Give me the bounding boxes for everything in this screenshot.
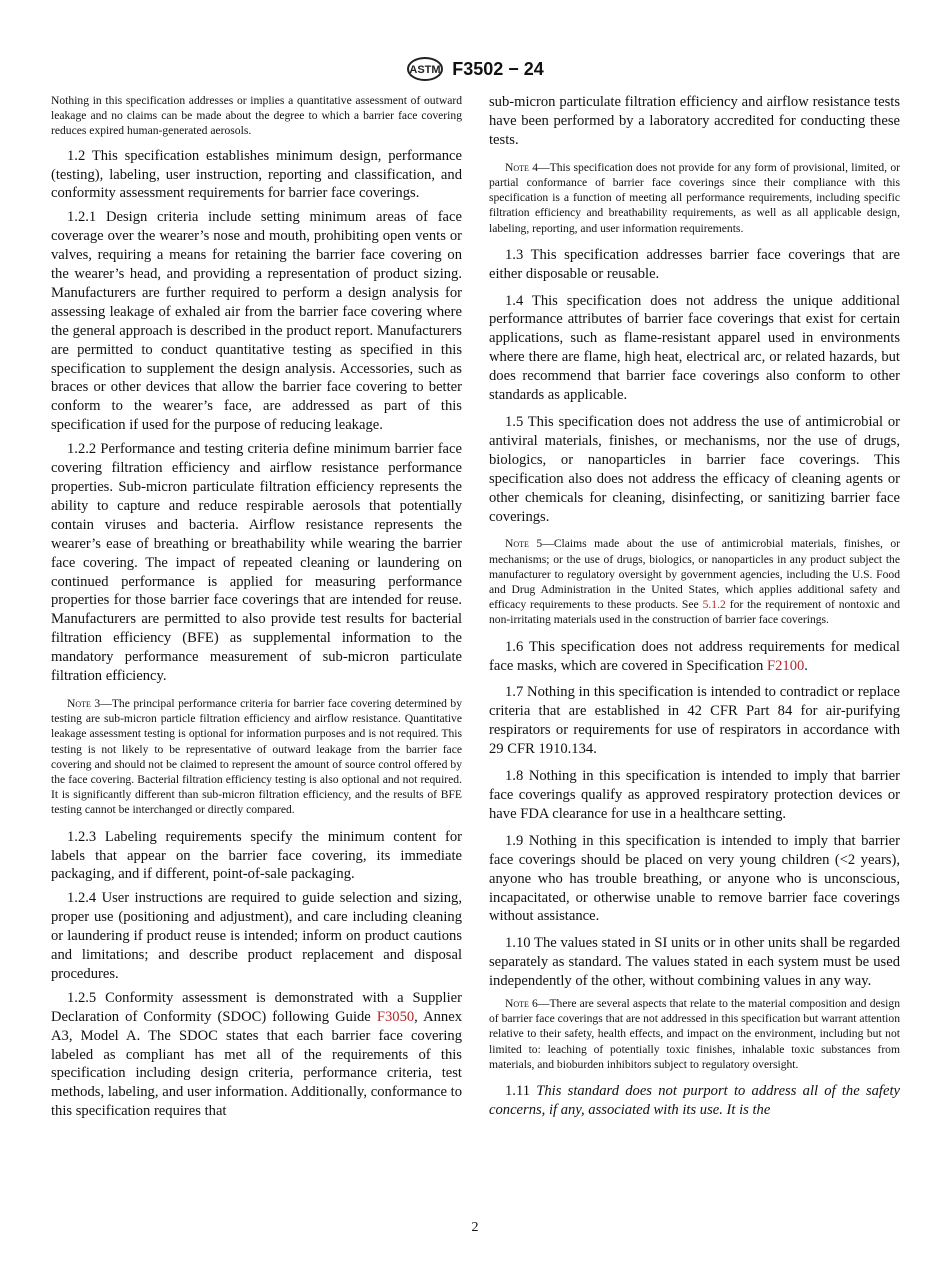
text: . <box>804 657 808 674</box>
note-text: —There are several aspects that relate to the material composition and design of barrier face coverings that are not addressed in this specification but warrant attention relative to their safety, health effects, and impact on the environment, including but not limited to: leaching of potentially toxic finishes, inhalable toxic substances from materials, and bioburden inhibitors subject to regulatory oversight. <box>489 997 900 1071</box>
section-1-6 <box>489 638 900 676</box>
section-1-2-4: 1.2.4 User instructions are required to guide selection and sizing, proper use (positioning and adjustment), and care including cleaning or laundering if product reuse is intended; inform on product cautions and limitations; and describe product replacement and disposal procedures. <box>51 890 462 982</box>
note-4 <box>489 160 900 236</box>
svg-text:ASTM: ASTM <box>409 64 441 76</box>
note-text: for the requirement of nontoxic and non-irritating materials used in the construction of barrier face coverings. <box>489 598 900 627</box>
section-1-2-5 <box>51 989 462 1121</box>
intro-paragraph: Nothing in this specification addresses or implies a quantitative assessment of outward leakage and no claims can be made about the degree to which a barrier face covering reduces expired human-generated aerosols. <box>51 94 462 138</box>
note-6 <box>489 996 900 1072</box>
section-1-4: 1.4 This specification does not address the unique additional performance attributes of barrier face coverings that exist for certain applications, such as flame-resistant apparel used in environments where there are flame, high heat, electrical arc, or related hazards, but does recommend that barrier face coverings also conform to other standards as applicable. <box>489 292 900 404</box>
page-number: 2 <box>471 1220 479 1235</box>
link-f2100[interactable]: F2100 <box>766 657 805 674</box>
note-label: Note 5 <box>505 537 543 551</box>
note-label: Note 3 <box>67 696 101 710</box>
note-text: —This specification does not provide for any form of provisional, limited, or partial conformance of barrier face coverings since their compliance with this specification is a function of meeting all performance requirements, including specific filtration efficiency and breathability requirements, as well as all applicable design, labeling, reporting, and user information requirements. <box>489 160 900 235</box>
astm-logo-icon <box>406 56 444 82</box>
continued-paragraph: sub-micron particulate filtration efficiency and airflow resistance tests have been performed by a laboratory accredited for conducting these tests. <box>489 94 900 148</box>
note-3 <box>51 696 462 818</box>
section-1-11 <box>489 1082 900 1120</box>
note-5 <box>489 536 900 627</box>
section-1-2-3: 1.2.3 Labeling requirements specify the minimum content for labels that appear on the barrier face covering, its immediate packaging, and if different, point-of-sale packaging. <box>51 828 462 883</box>
section-1-10: 1.10 The values stated in SI units or in other units shall be regarded separately as standard. The values stated in each system must be used independently of the other, without combining values in any way. <box>489 935 900 990</box>
right-column <box>489 93 900 1125</box>
section-1-2: 1.2 This specification establishes minimum design, performance (testing), labeling, user instruction, reporting and classification, and conformity assessment requirements for barrier face coverings. <box>51 147 462 202</box>
text: 1.2.5 Conformity assessment is demonstrated with a Supplier Declaration of Conformity (SDOC) following Guide <box>51 989 462 1025</box>
note-text: —Claims made about the use of antimicrobial materials, finishes, or mechanisms; or the use of drugs, biologics, or nanoparticles in any product subject the manufacturer to regulatory oversight by government agencies, including the U.S. Food and Drug Administration in the United States, which applies additional safety and efficacy requirements to these products. See <box>489 537 901 612</box>
text: 1.6 This specification does not address requirements for medical face masks, which are covered in Specification <box>489 638 900 674</box>
section-1-2-2: 1.2.2 Performance and testing criteria define minimum barrier face covering filtration efficiency and airflow resistance performance properties. Sub-micron particulate filtration efficiency represents the ability to capture and reduce respirable aerosols that potentially contain viruses and bacteria. Airflow resistance represents the wearer’s ease of breathing or breathability while wearing the barrier face covering. The impact of repeated cleaning or laundering on continued performance is applied for measuring performance properties for those barrier face coverings that are intended for reuse. Manufacturers are permitted to also provide test results for bacterial filtration efficiency (BFE) as supplemental information to the mandatory performance measurement of sub-micron particulate filtration efficiency. <box>51 441 462 685</box>
section-1-9: 1.9 Nothing in this specification is intended to imply that barrier face coverings should be placed on very young children (<2 years), anyone who has trouble breathing, or anyone who is unconscious, incapacitated, or otherwise unable to remove barrier face coverings without assistance. <box>489 832 900 925</box>
text: This standard does not purport to address all of the safety concerns, if any, associated with its use. It is the <box>489 1083 900 1118</box>
section-1-5: 1.5 This specification does not address the use of antimicrobial or antiviral materials, finishes, or mechanisms, nor the use of drugs, biologics, or nanoparticles in barrier face coverings. This specification also does not address the efficacy of cleaning agents or other chemicals for cleaning, disinfecting, or sanitizing barrier face coverings. <box>489 413 900 525</box>
section-number: 1.11 <box>505 1083 537 1100</box>
section-1-7: 1.7 Nothing in this specification is intended to contradict or replace criteria that are established in 42 CFR Part 84 for air-purifying respirators or requirements for use of respirators in accordance with 29 CFR 1910.134. <box>489 684 900 758</box>
link-5-1-2[interactable]: 5.1.2 <box>702 598 726 612</box>
left-column <box>51 93 462 1126</box>
note-label: Note 6 <box>505 997 538 1011</box>
link-f3050[interactable]: F3050 <box>376 1008 415 1025</box>
note-text: —The principal performance criteria for barrier face covering determined by testing are sub-micron particle filtration efficiency and airflow resistance. Quantitative leakage assessment testing is optional for information purposes and is not required. This testing is not likely to be representative of outward leakage from the barrier face covering and should not be claimed to represent the amount of source control offered by the face covering. Bacterial filtration efficiency testing is also optional and not required. It is significantly different than sub-micron filtration efficiency, and the results of BFE testing cannot be interchanged or directly compared. <box>51 696 462 817</box>
text: , Annex A3, Model A. The SDOC states that each barrier face covering labeled as compliant has met all of the requirements of this specification including design criteria, performance criteria, test methods, labeling, and user information. Additionally, conformance to this specification requires that <box>51 1008 462 1120</box>
document-designation: F3502 − 24 <box>452 58 544 79</box>
page-header <box>0 56 950 82</box>
note-label: Note 4 <box>505 160 539 174</box>
section-1-2-1: 1.2.1 Design criteria include setting minimum areas of face coverage over the wearer’s nose and mouth, prohibiting open vents or valves, requiring a means for retaining the barrier face covering on the wearer’s head, and providing a representation of product sizing. Manufacturers are further required to perform a design analysis for assessing leakage of exhaled air from the barrier face covering where the general approach is described in the product report. Manufacturers are permitted to conduct quantitative testing as specified in this specification to supplement the design analysis. Accessories, such as braces or other devices that allow the barrier face covering to better conform to the wearer’s face, are addressed as part of this specification if used for the purpose of reducing leakage. <box>51 209 462 434</box>
section-1-3: 1.3 This specification addresses barrier face coverings that are either disposable or reusable. <box>489 246 900 282</box>
section-1-8: 1.8 Nothing in this specification is intended to imply that barrier face coverings qualify as approved respiratory protection devices or have FDA clearance for use in a healthcare setting. <box>489 768 900 822</box>
